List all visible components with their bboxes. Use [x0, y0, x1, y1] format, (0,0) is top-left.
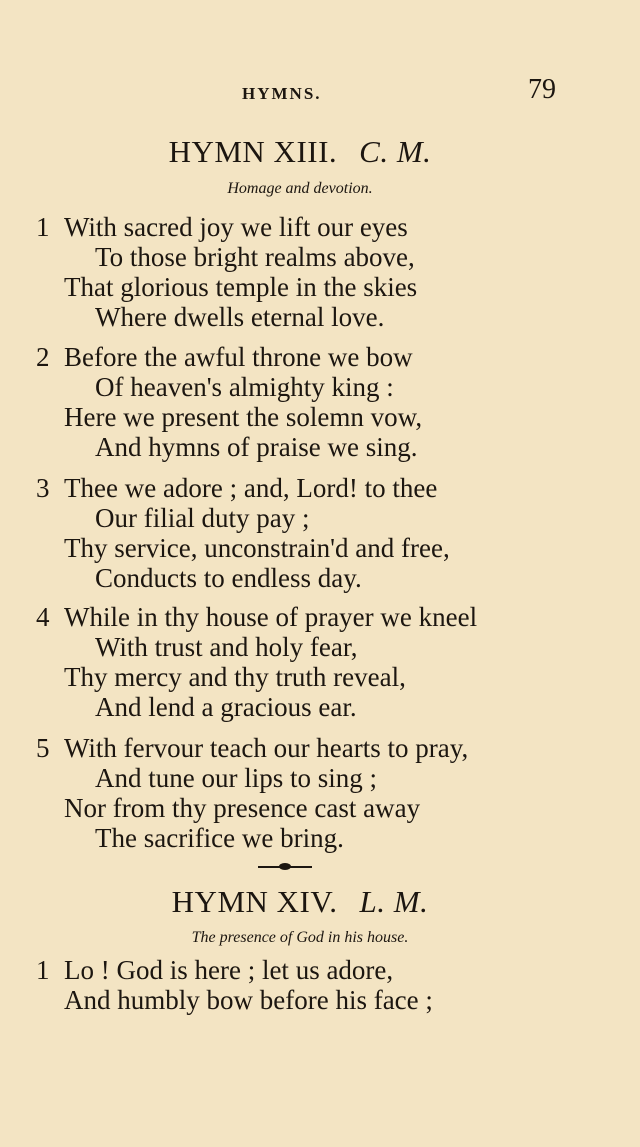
running-head: HYMNS.	[242, 84, 322, 103]
hymn-title	[0, 134, 600, 170]
verse-line: Lo ! God is here ; let us adore,	[64, 955, 394, 985]
verse-line: Our filial duty pay ;	[95, 503, 310, 533]
verse-number: 1	[36, 955, 50, 985]
page-number: 79	[528, 74, 556, 105]
verse-line: And tune our lips to sing ;	[95, 763, 377, 793]
verse-line: Thy service, unconstrain'd and free,	[64, 533, 450, 563]
verse-line: Conducts to endless day.	[95, 563, 362, 593]
verse-line: With fervour teach our hearts to pray,	[64, 733, 469, 763]
verse-line: And lend a gracious ear.	[95, 692, 357, 722]
verse-line: Before the awful throne we bow	[64, 342, 413, 372]
verse-line: Nor from thy presence cast away	[64, 793, 421, 823]
verse-line: Thy mercy and thy truth reveal,	[64, 662, 406, 692]
hymn-subtitle: Homage and devotion.	[227, 180, 373, 197]
verse-number: 4	[36, 602, 50, 632]
verse-line: To those bright realms above,	[95, 242, 415, 272]
verse-line: Of heaven's almighty king :	[95, 372, 394, 402]
verse-number: 3	[36, 473, 50, 503]
divider-ornament	[279, 863, 291, 870]
verse-line: Thee we adore ; and, Lord! to thee	[64, 473, 438, 503]
verse-number: 5	[36, 733, 50, 763]
verse-line: And hymns of praise we sing.	[95, 432, 418, 462]
verse-line: With trust and holy fear,	[95, 632, 358, 662]
verse-line: With sacred joy we lift our eyes	[64, 212, 408, 242]
hymn-meter: C. M.	[359, 134, 432, 169]
hymn-subtitle: The presence of God in his house.	[191, 929, 409, 946]
verse-line: While in thy house of prayer we kneel	[64, 602, 478, 632]
verse-line: The sacrifice we bring.	[95, 823, 344, 853]
hymn-number-title: HYMN XIV.	[171, 884, 338, 919]
verse-line: That glorious temple in the skies	[64, 272, 418, 302]
verse-line: Here we present the solemn vow,	[64, 402, 423, 432]
verse-number: 2	[36, 342, 50, 372]
hymn-meter: L. M.	[359, 884, 429, 919]
hymn-title	[0, 884, 600, 920]
verse-line: Where dwells eternal love.	[95, 302, 385, 332]
verse-line: And humbly bow before his face ;	[64, 985, 433, 1015]
hymn-number-title: HYMN XIII.	[168, 134, 338, 169]
verse-number: 1	[36, 212, 50, 242]
